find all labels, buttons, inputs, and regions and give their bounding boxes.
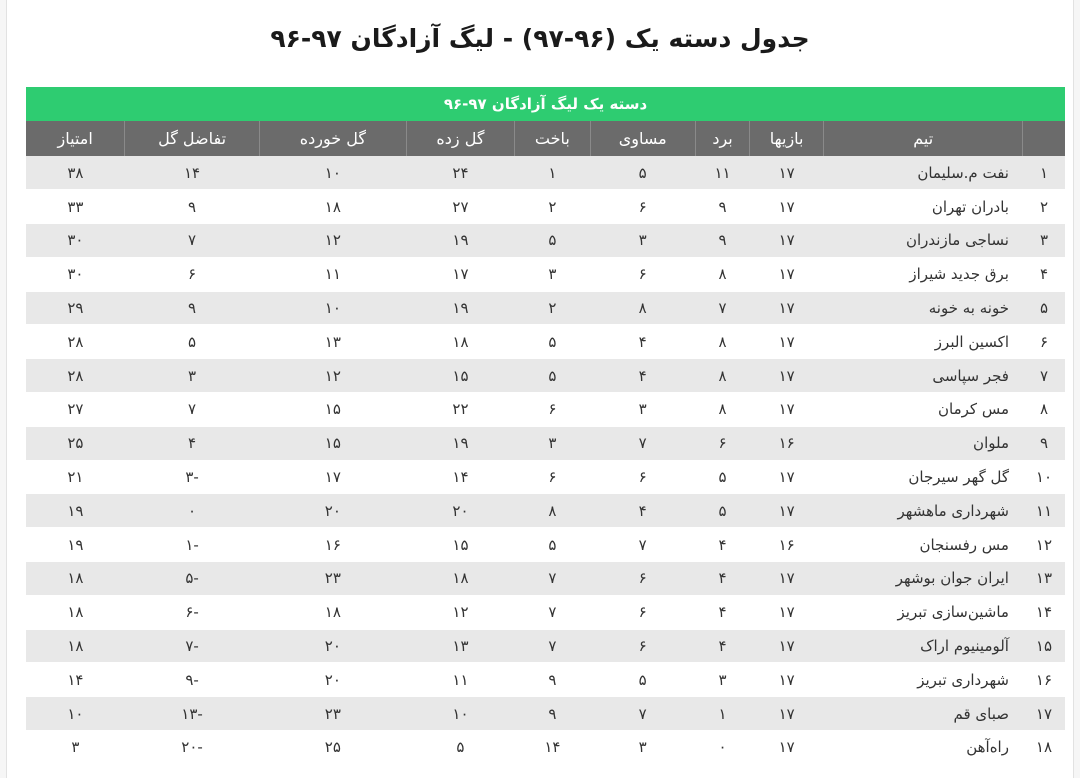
goals-against-cell: ۱۲: [259, 224, 406, 258]
goal-difference-cell: -۶: [125, 595, 259, 629]
won-cell: ۴: [695, 629, 750, 663]
table-row: [26, 426, 1065, 460]
lost-cell: ۸: [515, 494, 591, 528]
team-name-cell: برق جدید شیراز: [823, 257, 1023, 291]
team-name-cell: بادران تهران: [823, 190, 1023, 224]
team-name-cell: نساجی مازندران: [823, 224, 1023, 258]
points-cell: ۱۹: [26, 494, 125, 528]
rank-cell: ۱۸: [1023, 731, 1065, 765]
header-rank: [1023, 121, 1065, 156]
won-cell: ۷: [695, 291, 750, 325]
played-cell: ۱۷: [750, 257, 824, 291]
table-row: [26, 697, 1065, 731]
played-cell: ۱۶: [750, 426, 824, 460]
table-row: [26, 291, 1065, 325]
drawn-cell: ۶: [590, 629, 695, 663]
goals-for-cell: ۲۴: [406, 156, 514, 190]
goal-difference-cell: -۱: [125, 528, 259, 562]
drawn-cell: ۶: [590, 562, 695, 596]
team-name-cell: شهرداری تبریز: [823, 663, 1023, 697]
team-name-cell: ایران جوان بوشهر: [823, 562, 1023, 596]
rank-cell: ۱۴: [1023, 595, 1065, 629]
goal-difference-cell: ۱۴: [125, 156, 259, 190]
points-cell: ۳: [26, 731, 125, 765]
points-cell: ۲۱: [26, 460, 125, 494]
goals-for-cell: ۱۵: [406, 528, 514, 562]
played-cell: ۱۷: [750, 663, 824, 697]
team-name-cell: آلومینیوم اراک: [823, 629, 1023, 663]
played-cell: ۱۷: [750, 494, 824, 528]
drawn-cell: ۳: [590, 393, 695, 427]
goals-against-cell: ۲۰: [259, 494, 406, 528]
goal-difference-cell: -۹: [125, 663, 259, 697]
goals-against-cell: ۱۵: [259, 393, 406, 427]
goals-against-cell: ۱۸: [259, 595, 406, 629]
team-name-cell: اکسین البرز: [823, 325, 1023, 359]
header-team: تیم: [823, 121, 1023, 156]
table-row: [26, 528, 1065, 562]
drawn-cell: ۵: [590, 156, 695, 190]
won-cell: ۸: [695, 257, 750, 291]
header-drawn: مساوی: [590, 121, 695, 156]
rank-cell: ۴: [1023, 257, 1065, 291]
rank-cell: ۱۱: [1023, 494, 1065, 528]
drawn-cell: ۷: [590, 426, 695, 460]
goal-difference-cell: -۱۳: [125, 697, 259, 731]
goals-against-cell: ۱۳: [259, 325, 406, 359]
drawn-cell: ۸: [590, 291, 695, 325]
won-cell: ۴: [695, 528, 750, 562]
goal-difference-cell: ۹: [125, 190, 259, 224]
goals-against-cell: ۲۰: [259, 629, 406, 663]
played-cell: ۱۷: [750, 562, 824, 596]
won-cell: ۸: [695, 325, 750, 359]
played-cell: ۱۷: [750, 393, 824, 427]
lost-cell: ۹: [515, 663, 591, 697]
table-row: [26, 460, 1065, 494]
team-name-cell: ملوان: [823, 426, 1023, 460]
goals-against-cell: ۱۸: [259, 190, 406, 224]
team-name-cell: راه‌آهن: [823, 731, 1023, 765]
goals-for-cell: ۱۴: [406, 460, 514, 494]
played-cell: ۱۷: [750, 460, 824, 494]
rank-cell: ۱۰: [1023, 460, 1065, 494]
goals-against-cell: ۱۵: [259, 426, 406, 460]
goals-for-cell: ۱۹: [406, 224, 514, 258]
goals-against-cell: ۱۲: [259, 359, 406, 393]
rank-cell: ۱۵: [1023, 629, 1065, 663]
table-row: [26, 663, 1065, 697]
goals-against-cell: ۲۵: [259, 731, 406, 765]
goal-difference-cell: ۶: [125, 257, 259, 291]
points-cell: ۲۹: [26, 291, 125, 325]
header-goals-for: گل زده: [406, 121, 514, 156]
points-cell: ۱۹: [26, 528, 125, 562]
rank-cell: ۶: [1023, 325, 1065, 359]
points-cell: ۱۸: [26, 629, 125, 663]
goal-difference-cell: -۵: [125, 562, 259, 596]
played-cell: ۱۷: [750, 291, 824, 325]
goals-against-cell: ۱۰: [259, 156, 406, 190]
drawn-cell: ۳: [590, 731, 695, 765]
goal-difference-cell: ۴: [125, 426, 259, 460]
goals-for-cell: ۱۹: [406, 426, 514, 460]
lost-cell: ۵: [515, 359, 591, 393]
table-row: [26, 494, 1065, 528]
goals-for-cell: ۲۰: [406, 494, 514, 528]
team-name-cell: گل گهر سیرجان: [823, 460, 1023, 494]
page-container: [6, 0, 1074, 778]
rank-cell: ۱۲: [1023, 528, 1065, 562]
drawn-cell: ۷: [590, 697, 695, 731]
table-row: [26, 393, 1065, 427]
won-cell: ۸: [695, 359, 750, 393]
points-cell: ۱۸: [26, 595, 125, 629]
played-cell: ۱۷: [750, 731, 824, 765]
goal-difference-cell: ۰: [125, 494, 259, 528]
drawn-cell: ۶: [590, 460, 695, 494]
team-name-cell: مس کرمان: [823, 393, 1023, 427]
goals-for-cell: ۲۷: [406, 190, 514, 224]
standings-table-container: [26, 87, 1065, 765]
team-name-cell: شهرداری ماهشهر: [823, 494, 1023, 528]
rank-cell: ۱۷: [1023, 697, 1065, 731]
rank-cell: ۸: [1023, 393, 1065, 427]
lost-cell: ۷: [515, 562, 591, 596]
team-name-cell: ماشین‌سازی تبریز: [823, 595, 1023, 629]
played-cell: ۱۷: [750, 595, 824, 629]
won-cell: ۱: [695, 697, 750, 731]
lost-cell: ۲: [515, 291, 591, 325]
table-row: [26, 629, 1065, 663]
rank-cell: ۳: [1023, 224, 1065, 258]
won-cell: ۴: [695, 595, 750, 629]
goals-for-cell: ۱۳: [406, 629, 514, 663]
lost-cell: ۳: [515, 257, 591, 291]
goal-difference-cell: ۷: [125, 393, 259, 427]
table-row: [26, 224, 1065, 258]
points-cell: ۱۴: [26, 663, 125, 697]
won-cell: ۹: [695, 224, 750, 258]
lost-cell: ۵: [515, 528, 591, 562]
page-title: جدول دسته یک (۹۶-۹۷) - لیگ آزادگان ۹۷-۹۶: [270, 24, 810, 53]
header-won: برد: [695, 121, 750, 156]
lost-cell: ۲: [515, 190, 591, 224]
header-lost: باخت: [515, 121, 591, 156]
lost-cell: ۳: [515, 426, 591, 460]
table-row: [26, 325, 1065, 359]
points-cell: ۳۰: [26, 257, 125, 291]
table-row: [26, 190, 1065, 224]
lost-cell: ۷: [515, 595, 591, 629]
rank-cell: ۱: [1023, 156, 1065, 190]
won-cell: ۵: [695, 494, 750, 528]
points-cell: ۲۸: [26, 325, 125, 359]
drawn-cell: ۴: [590, 359, 695, 393]
lost-cell: ۱۴: [515, 731, 591, 765]
lost-cell: ۶: [515, 393, 591, 427]
goals-against-cell: ۱۰: [259, 291, 406, 325]
lost-cell: ۱: [515, 156, 591, 190]
goals-against-cell: ۱۱: [259, 257, 406, 291]
rank-cell: ۵: [1023, 291, 1065, 325]
header-points: امتیاز: [26, 121, 125, 156]
points-cell: ۱۰: [26, 697, 125, 731]
goals-for-cell: ۵: [406, 731, 514, 765]
lost-cell: ۹: [515, 697, 591, 731]
rank-cell: ۲: [1023, 190, 1065, 224]
table-caption: دسته یک لیگ آزادگان ۹۷-۹۶: [26, 87, 1065, 121]
goals-for-cell: ۱۸: [406, 325, 514, 359]
played-cell: ۱۷: [750, 325, 824, 359]
goals-for-cell: ۱۹: [406, 291, 514, 325]
table-row: [26, 731, 1065, 765]
goals-for-cell: ۱۸: [406, 562, 514, 596]
goals-against-cell: ۲۳: [259, 697, 406, 731]
goals-against-cell: ۲۰: [259, 663, 406, 697]
points-cell: ۳۰: [26, 224, 125, 258]
team-name-cell: نفت م.سلیمان: [823, 156, 1023, 190]
goal-difference-cell: ۷: [125, 224, 259, 258]
table-row: [26, 156, 1065, 190]
won-cell: ۱۱: [695, 156, 750, 190]
goals-for-cell: ۱۲: [406, 595, 514, 629]
goals-against-cell: ۱۷: [259, 460, 406, 494]
rank-cell: ۹: [1023, 426, 1065, 460]
lost-cell: ۵: [515, 224, 591, 258]
played-cell: ۱۷: [750, 156, 824, 190]
lost-cell: ۵: [515, 325, 591, 359]
goal-difference-cell: -۷: [125, 629, 259, 663]
drawn-cell: ۶: [590, 595, 695, 629]
table-header-row: [26, 121, 1065, 156]
played-cell: ۱۶: [750, 528, 824, 562]
team-name-cell: فجر سپاسی: [823, 359, 1023, 393]
header-played: بازیها: [750, 121, 824, 156]
goals-for-cell: ۱۵: [406, 359, 514, 393]
goal-difference-cell: ۹: [125, 291, 259, 325]
team-name-cell: خونه به خونه: [823, 291, 1023, 325]
goals-for-cell: ۲۲: [406, 393, 514, 427]
goals-for-cell: ۱۰: [406, 697, 514, 731]
drawn-cell: ۶: [590, 257, 695, 291]
goals-against-cell: ۲۳: [259, 562, 406, 596]
table-row: [26, 257, 1065, 291]
goal-difference-cell: ۳: [125, 359, 259, 393]
table-body: [26, 156, 1065, 764]
played-cell: ۱۷: [750, 697, 824, 731]
rank-cell: ۷: [1023, 359, 1065, 393]
goals-for-cell: ۱۱: [406, 663, 514, 697]
played-cell: ۱۷: [750, 224, 824, 258]
drawn-cell: ۴: [590, 494, 695, 528]
won-cell: ۸: [695, 393, 750, 427]
drawn-cell: ۴: [590, 325, 695, 359]
team-name-cell: مس رفسنجان: [823, 528, 1023, 562]
drawn-cell: ۷: [590, 528, 695, 562]
drawn-cell: ۵: [590, 663, 695, 697]
won-cell: ۰: [695, 731, 750, 765]
points-cell: ۱۸: [26, 562, 125, 596]
points-cell: ۲۸: [26, 359, 125, 393]
won-cell: ۶: [695, 426, 750, 460]
goals-against-cell: ۱۶: [259, 528, 406, 562]
table-row: [26, 595, 1065, 629]
won-cell: ۹: [695, 190, 750, 224]
won-cell: ۳: [695, 663, 750, 697]
rank-cell: ۱۶: [1023, 663, 1065, 697]
lost-cell: ۷: [515, 629, 591, 663]
table-row: [26, 359, 1065, 393]
header-goal-difference: تفاضل گل: [125, 121, 259, 156]
points-cell: ۳۸: [26, 156, 125, 190]
goals-for-cell: ۱۷: [406, 257, 514, 291]
won-cell: ۴: [695, 562, 750, 596]
header-goals-against: گل خورده: [259, 121, 406, 156]
drawn-cell: ۶: [590, 190, 695, 224]
points-cell: ۲۵: [26, 426, 125, 460]
played-cell: ۱۷: [750, 629, 824, 663]
drawn-cell: ۳: [590, 224, 695, 258]
played-cell: ۱۷: [750, 359, 824, 393]
points-cell: ۳۳: [26, 190, 125, 224]
played-cell: ۱۷: [750, 190, 824, 224]
goal-difference-cell: -۲۰: [125, 731, 259, 765]
standings-table: [26, 121, 1065, 765]
won-cell: ۵: [695, 460, 750, 494]
table-row: [26, 562, 1065, 596]
rank-cell: ۱۳: [1023, 562, 1065, 596]
lost-cell: ۶: [515, 460, 591, 494]
goal-difference-cell: -۳: [125, 460, 259, 494]
team-name-cell: صبای قم: [823, 697, 1023, 731]
goal-difference-cell: ۵: [125, 325, 259, 359]
points-cell: ۲۷: [26, 393, 125, 427]
